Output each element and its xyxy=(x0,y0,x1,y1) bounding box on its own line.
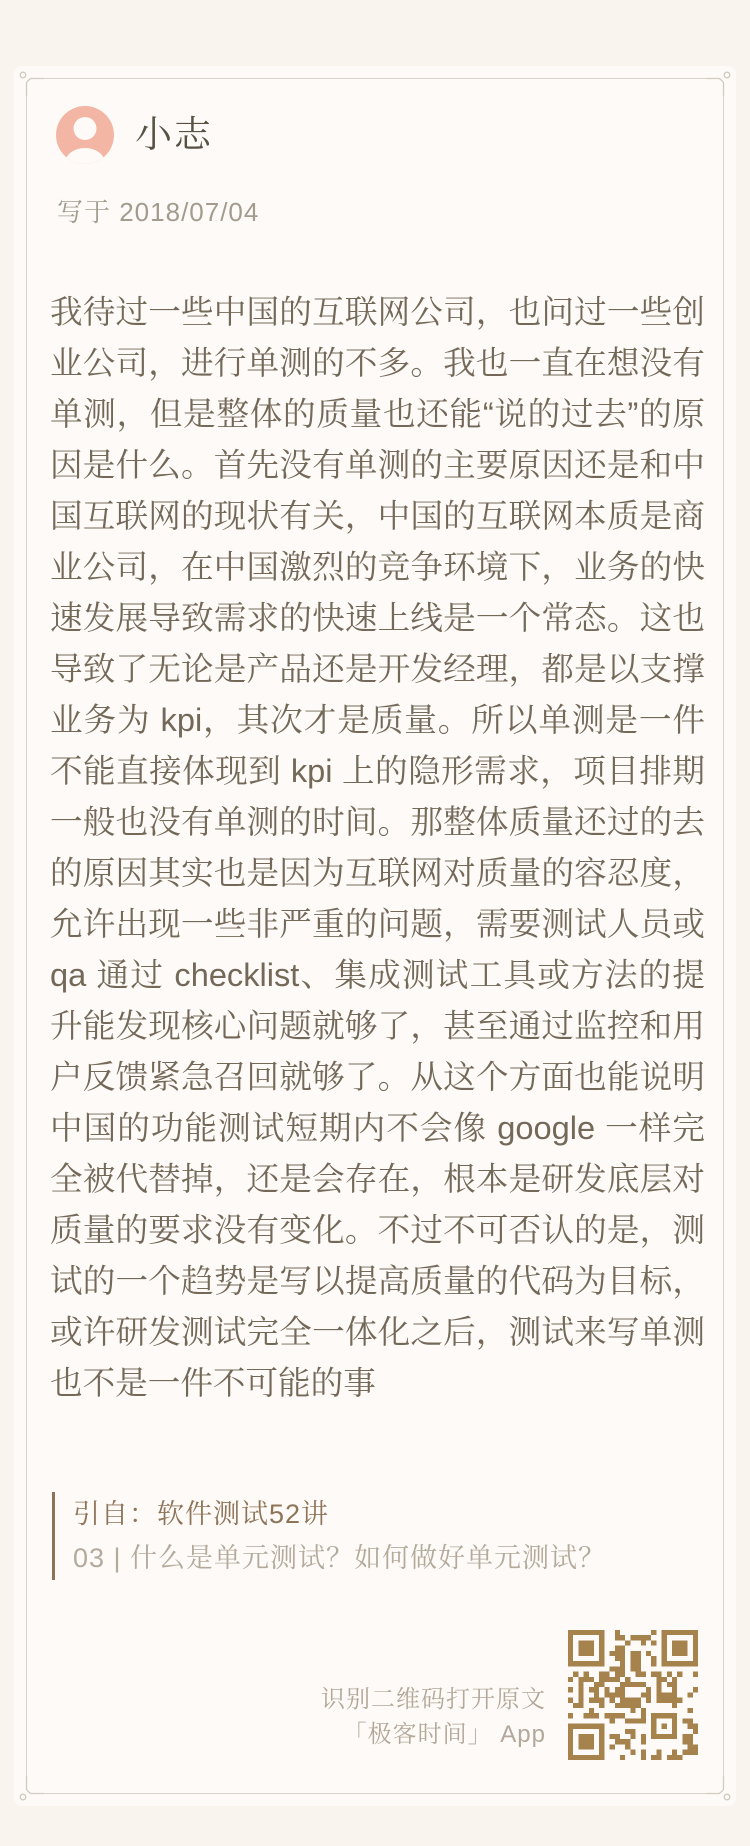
card-footer xyxy=(50,1630,700,1760)
person-icon xyxy=(65,148,105,164)
card-content xyxy=(14,106,736,1846)
quote-block xyxy=(52,1492,700,1580)
scan-hint-line-1: 识别二维码打开原文 xyxy=(321,1686,546,1713)
share-card xyxy=(14,66,736,1806)
username: 小志 xyxy=(135,114,213,155)
person-icon xyxy=(74,117,97,140)
avatar xyxy=(56,106,114,164)
scan-hint-line-2: 「极客时间」 App xyxy=(342,1721,546,1748)
frame-line-top xyxy=(43,78,707,79)
post-date: 写于 2018/07/04 xyxy=(57,197,260,227)
quote-chapter: 03 | 什么是单元测试？如何做好单元测试？ xyxy=(73,1543,607,1573)
qr-code-icon xyxy=(568,1630,698,1760)
scan-hint xyxy=(321,1682,546,1752)
author-header xyxy=(56,106,700,164)
corner-flourish-icon xyxy=(706,66,736,96)
corner-flourish-icon xyxy=(14,66,44,96)
post-body: 我待过一些中国的互联网公司，也问过一些创业公司，进行单测的不多。我也一直在想没有单测，但是整体的质量也还能“说的过去”的原因是什么。首先没有单测的主要原因还是和中国互联网的现状有关，中国的互联网本质是商业公司，在中国激烈的竞争环境下，业务的快速发展导致需求的快速上线是一个常态。这也导致了无论是产品还是开发经理，都是以支撑业务为 kpi，其次才是质量。所以单测是一件不能直接体现到 kpi 上的隐形需求，项目排期一般也没有单测的时间。那整体质量还过的去的原因其实也是因为互联网对质量的容忍度，允许出现一些非严重的问题，需要测试人员或 qa 通过 checklist、集成测试工具或方法的提升能发现核心问题就够了，甚至通过监控和用户反馈紧急召回就够了。从这个方面也能说明中国的功能测试短期内不会像 google 一样完全被代替掉，还是会存在，根本是研发底层对质量的要求没有变化。不过不可否认的是，测试的一个趋势是写以提高质量的代码为目标，或许研发测试完全一体化之后，测试来写单测也不是一件不可能的事 xyxy=(50,293,705,1401)
quote-source: 引自：软件测试52讲 xyxy=(73,1499,330,1529)
